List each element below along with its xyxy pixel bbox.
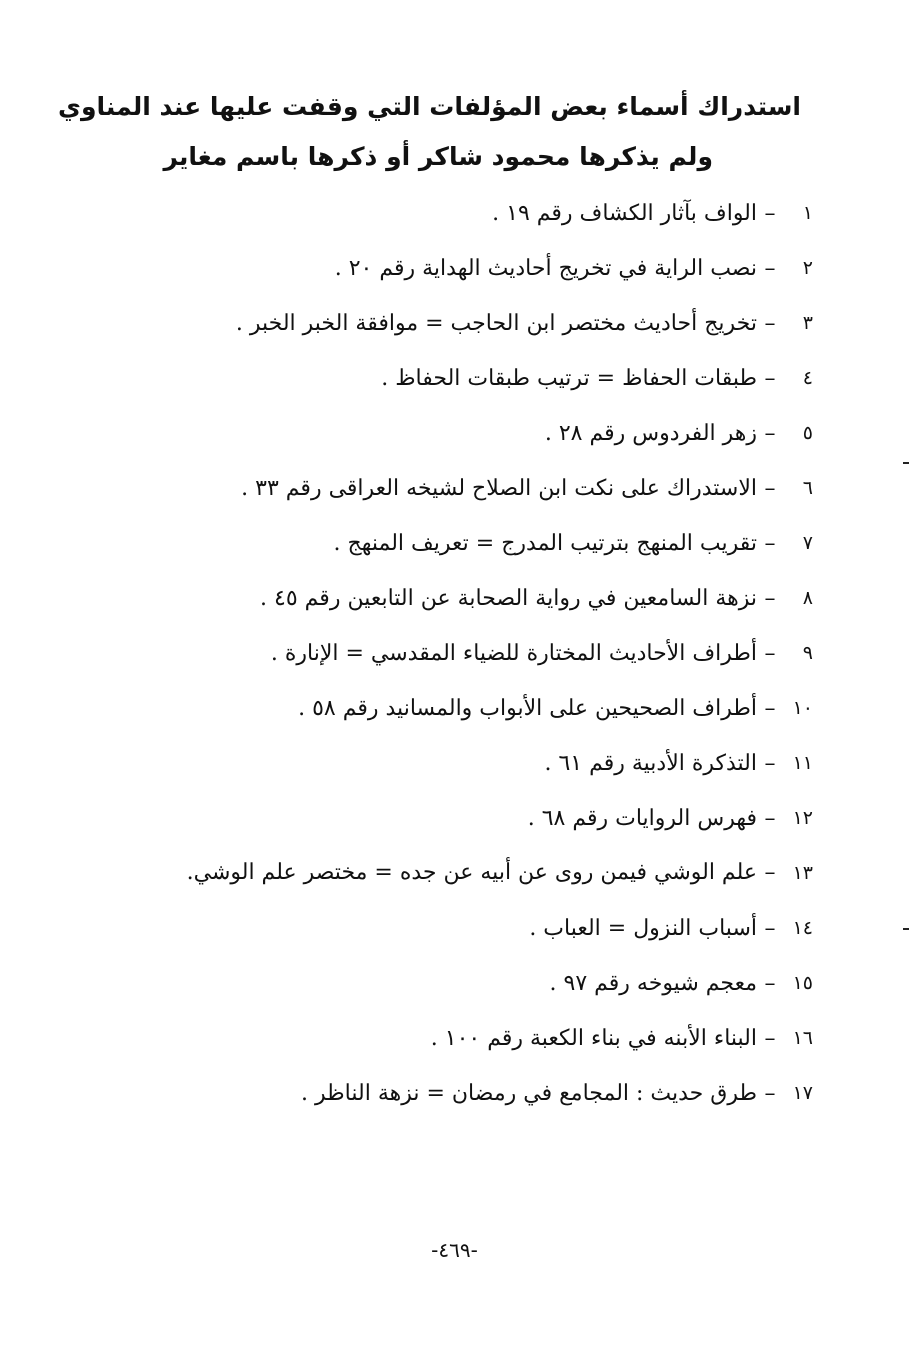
item-dash: –: [764, 641, 776, 666]
item-text: نزهة السامعين في رواية الصحابة عن التابعين رقم ٤٥ .: [260, 586, 757, 611]
title-line-1: استدراك أسماء بعض المؤلفات التي وقفت عليها عند المناوي: [58, 92, 801, 121]
item-text: البناء الأبنه في بناء الكعبة رقم ١٠٠ .: [430, 1026, 757, 1051]
list-item: [113, 626, 813, 681]
item-dash: –: [764, 1081, 776, 1106]
list-item: [113, 848, 813, 898]
list-item: [113, 1066, 813, 1121]
item-number: ٢: [802, 257, 813, 279]
item-number: ١٤: [792, 917, 813, 939]
item-text: علم الوشي فيمن روى عن أبيه عن جده = مختصر علم الوشي.: [186, 860, 757, 885]
item-dash: –: [764, 860, 776, 885]
list-item: [113, 571, 813, 626]
list-item: [113, 736, 813, 791]
item-number: ١٠: [792, 697, 813, 719]
item-dash: –: [764, 806, 776, 831]
list-item: [113, 461, 813, 516]
item-number: ٣: [802, 312, 813, 334]
item-number: ١٣: [792, 862, 813, 884]
item-dash: –: [764, 256, 776, 281]
item-text: التذكرة الأدبية رقم ٦١ .: [544, 751, 757, 776]
item-text: الاستدراك على نكت ابن الصلاح لشيخه العراقى رقم ٣٣ .: [241, 476, 757, 501]
list-item: [113, 351, 813, 406]
list-item: [113, 681, 813, 736]
item-dash: –: [764, 916, 776, 941]
item-number: ٨: [802, 587, 813, 609]
page-title: [58, 82, 801, 182]
item-dash: –: [764, 366, 776, 391]
list-item: [113, 516, 813, 571]
item-text: الواف بآثار الكشاف رقم ١٩ .: [492, 201, 757, 226]
item-number: ٩: [802, 642, 813, 664]
item-dash: –: [764, 421, 776, 446]
item-dash: –: [764, 476, 776, 501]
item-number: ١١: [792, 752, 813, 774]
list-item: [113, 186, 813, 241]
item-text: نصب الراية في تخريج أحاديث الهداية رقم ٢٠ .: [334, 256, 757, 281]
list-item: [113, 791, 813, 846]
list-item: [113, 901, 813, 956]
item-text: تقريب المنهج بترتيب المدرج = تعريف المنهج .: [333, 531, 757, 556]
item-dash: –: [764, 311, 776, 336]
item-dash: –: [764, 696, 776, 721]
works-list: [113, 186, 813, 1121]
item-number: ١٢: [792, 807, 813, 829]
item-number: ٥: [802, 422, 813, 444]
list-item: [113, 296, 813, 351]
item-number: ٧: [802, 532, 813, 554]
item-text: معجم شيوخه رقم ٩٧ .: [549, 971, 757, 996]
item-dash: –: [764, 751, 776, 776]
item-dash: –: [764, 586, 776, 611]
list-item: [113, 406, 813, 461]
item-dash: –: [764, 201, 776, 226]
page-number: -٤٦٩-: [431, 1238, 478, 1262]
item-number: ١٧: [792, 1082, 813, 1104]
list-item: [113, 241, 813, 296]
title-line-2: ولم يذكرها محمود شاكر أو ذكرها باسم مغاير: [163, 142, 713, 171]
item-dash: –: [764, 531, 776, 556]
item-text: أطراف الصحيحين على الأبواب والمسانيد رقم ٥٨ .: [298, 696, 757, 721]
item-text: طرق حديث : المجامع في رمضان = نزهة الناظر .: [301, 1081, 757, 1106]
item-text: تخريج أحاديث مختصر ابن الحاجب = موافقة الخبر الخبر .: [235, 311, 757, 336]
margin-mark: [903, 928, 909, 930]
item-number: ١٥: [792, 972, 813, 994]
item-text: فهرس الروايات رقم ٦٨ .: [527, 806, 757, 831]
item-text: أسباب النزول = العباب .: [529, 916, 757, 941]
item-dash: –: [764, 1026, 776, 1051]
item-number: ١: [802, 202, 813, 224]
list-item: [113, 1011, 813, 1066]
item-text: زهر الفردوس رقم ٢٨ .: [544, 421, 757, 446]
list-item: [113, 956, 813, 1011]
item-number: ٤: [802, 367, 813, 389]
item-dash: –: [764, 971, 776, 996]
item-number: ٦: [802, 477, 813, 499]
margin-mark: [903, 462, 909, 464]
item-text: أطراف الأحاديث المختارة للضياء المقدسي = الإنارة .: [270, 641, 757, 666]
item-text: طبقات الحفاظ = ترتيب طبقات الحفاظ .: [381, 366, 757, 391]
item-number: ١٦: [792, 1027, 813, 1049]
